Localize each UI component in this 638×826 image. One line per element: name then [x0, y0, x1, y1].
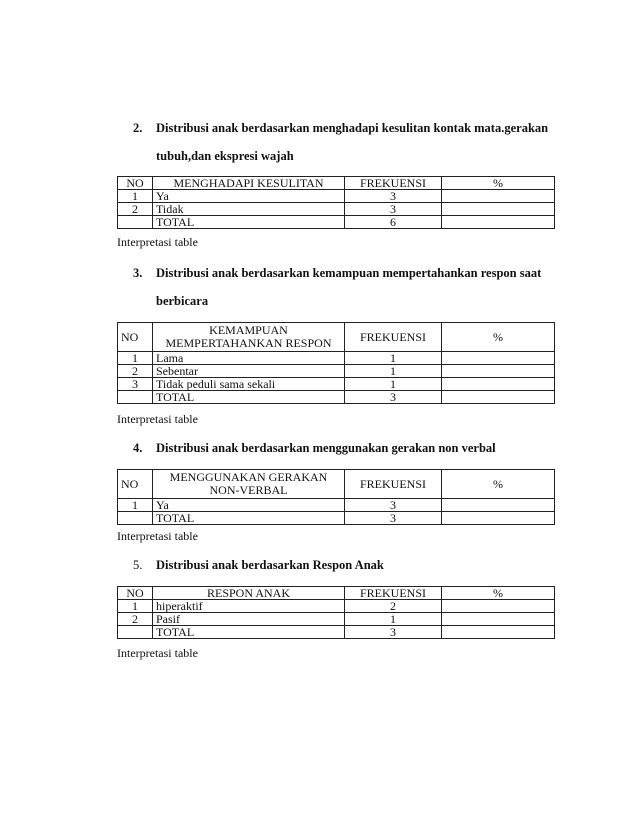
header-cell: NO — [118, 177, 153, 190]
label-cell: TOTAL — [153, 391, 345, 404]
table-header-row — [118, 177, 555, 190]
frequency-cell: 3 — [345, 203, 442, 216]
header-line: KEMAMPUAN — [209, 323, 288, 337]
interpretation-note: Interpretasi table — [117, 646, 198, 660]
header-cell: FREKUENSI — [345, 470, 442, 499]
interpretation-note: Interpretasi table — [117, 412, 198, 426]
table-row — [118, 365, 555, 378]
header-cell: MENGHADAPI KESULITAN — [153, 177, 345, 190]
section-number: 2. — [133, 121, 143, 135]
header-cell: % — [442, 323, 555, 352]
table-row — [118, 203, 555, 216]
data-table — [117, 176, 555, 229]
no-cell — [118, 391, 153, 404]
table-total-row — [118, 216, 555, 229]
label-cell: Lama — [153, 352, 345, 365]
table-row — [118, 378, 555, 391]
no-cell — [118, 626, 153, 639]
data-table — [117, 469, 555, 525]
frequency-cell: 3 — [345, 626, 442, 639]
header-cell: FREKUENSI — [345, 587, 442, 600]
label-cell: hiperaktif — [153, 600, 345, 613]
header-cell: RESPON ANAK — [153, 587, 345, 600]
section-heading — [133, 265, 541, 309]
frequency-cell: 1 — [345, 613, 442, 626]
frequency-cell: 1 — [345, 378, 442, 391]
section-title: Distribusi anak berdasarkan menggunakan gerakan non verbal — [156, 441, 496, 455]
table-row — [118, 600, 555, 613]
table-total-row — [118, 512, 555, 525]
section-title: Distribusi anak berdasarkan kemampuan mempertahankan respon saat — [156, 266, 542, 280]
percent-cell — [442, 391, 555, 404]
table-header-row — [118, 587, 555, 600]
percent-cell — [442, 499, 555, 512]
no-cell: 1 — [118, 600, 153, 613]
header-cell: % — [442, 587, 555, 600]
section-title: Distribusi anak berdasarkan Respon Anak — [156, 558, 384, 572]
header-line: NON-VERBAL — [209, 483, 288, 497]
frequency-cell: 3 — [345, 391, 442, 404]
section-number: 5. — [133, 558, 143, 572]
no-cell: 1 — [118, 352, 153, 365]
table-header-row — [118, 323, 555, 352]
label-cell: Sebentar — [153, 365, 345, 378]
label-cell: Ya — [153, 499, 345, 512]
label-cell: Tidak — [153, 203, 345, 216]
label-cell: TOTAL — [153, 626, 345, 639]
no-cell: 2 — [118, 613, 153, 626]
label-cell: TOTAL — [153, 512, 345, 525]
table-row — [118, 499, 555, 512]
percent-cell — [442, 352, 555, 365]
percent-cell — [442, 190, 555, 203]
table-total-row — [118, 391, 555, 404]
no-cell — [118, 216, 153, 229]
section-number: 3. — [133, 266, 143, 280]
header-line: MENGGUNAKAN GERAKAN — [169, 470, 328, 484]
no-cell — [118, 512, 153, 525]
section-title-continued: tubuh,dan ekspresi wajah — [156, 149, 294, 163]
section-title: Distribusi anak berdasarkan menghadapi kesulitan kontak mata.gerakan — [156, 121, 549, 135]
header-cell: FREKUENSI — [345, 177, 442, 190]
header-cell: NO — [118, 587, 153, 600]
label-cell: TOTAL — [153, 216, 345, 229]
table-row — [118, 190, 555, 203]
no-cell: 2 — [118, 365, 153, 378]
header-cell: NO — [118, 323, 153, 352]
header-cell: % — [442, 470, 555, 499]
percent-cell — [442, 216, 555, 229]
percent-cell — [442, 600, 555, 613]
header-cell-two-line — [153, 470, 345, 499]
frequency-cell: 2 — [345, 600, 442, 613]
section-title-continued: berbicara — [156, 294, 209, 308]
no-cell: 1 — [118, 190, 153, 203]
section-heading — [133, 557, 384, 573]
table-header-row — [118, 470, 555, 499]
section-heading — [133, 120, 548, 164]
table-row — [118, 613, 555, 626]
header-cell: % — [442, 177, 555, 190]
percent-cell — [442, 626, 555, 639]
frequency-cell: 1 — [345, 352, 442, 365]
percent-cell — [442, 365, 555, 378]
data-table — [117, 322, 555, 404]
percent-cell — [442, 613, 555, 626]
frequency-cell: 6 — [345, 216, 442, 229]
label-cell: Pasif — [153, 613, 345, 626]
label-cell: Ya — [153, 190, 345, 203]
frequency-cell: 3 — [345, 499, 442, 512]
frequency-cell: 1 — [345, 365, 442, 378]
table-total-row — [118, 626, 555, 639]
percent-cell — [442, 378, 555, 391]
section-heading — [133, 440, 496, 456]
header-cell: NO — [118, 470, 153, 499]
header-cell: FREKUENSI — [345, 323, 442, 352]
no-cell: 2 — [118, 203, 153, 216]
section-number: 4. — [133, 441, 143, 455]
header-line: MEMPERTAHANKAN RESPON — [165, 336, 332, 350]
table-row — [118, 352, 555, 365]
no-cell: 3 — [118, 378, 153, 391]
percent-cell — [442, 203, 555, 216]
data-table — [117, 586, 555, 639]
no-cell: 1 — [118, 499, 153, 512]
interpretation-note: Interpretasi table — [117, 529, 198, 543]
label-cell: Tidak peduli sama sekali — [153, 378, 345, 391]
percent-cell — [442, 512, 555, 525]
frequency-cell: 3 — [345, 190, 442, 203]
header-cell-two-line — [153, 323, 345, 352]
interpretation-note: Interpretasi table — [117, 235, 198, 249]
frequency-cell: 3 — [345, 512, 442, 525]
